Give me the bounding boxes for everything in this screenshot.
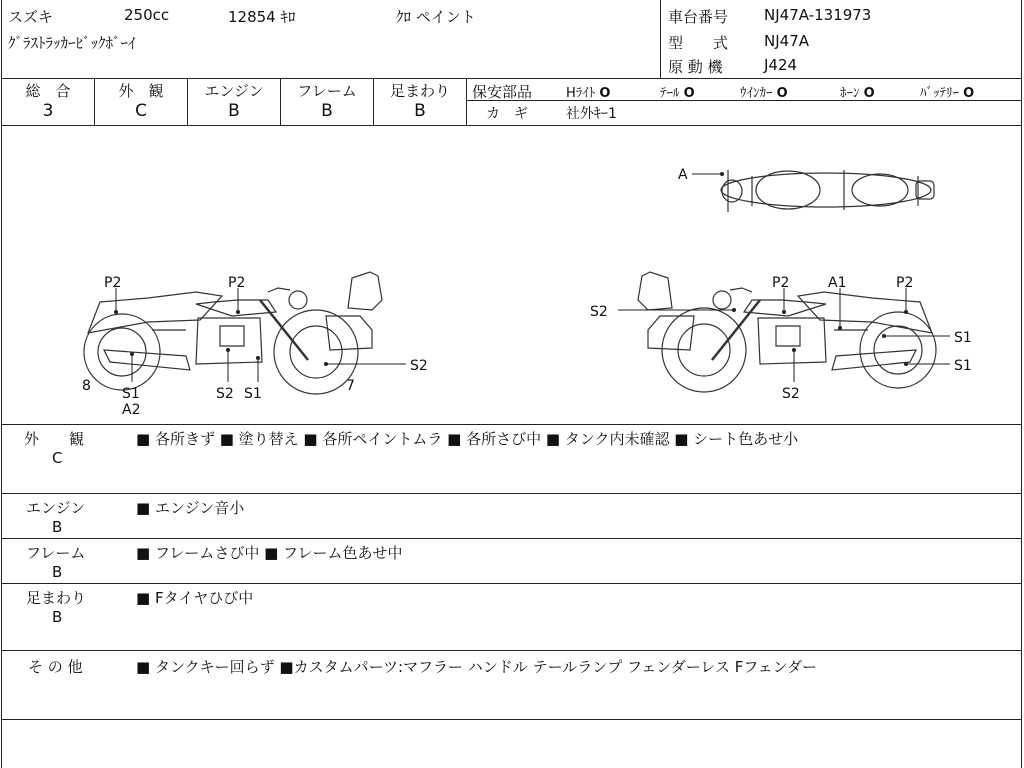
maker: スズキ [8, 8, 54, 26]
divider-sec4 [1, 650, 1022, 651]
engine-label: 原 動 機 [668, 58, 723, 76]
left-label-s2-a: S2 [216, 386, 234, 402]
marker-a [720, 172, 724, 176]
safety-label: 保安部品 [472, 83, 533, 101]
grade-suspension-value: B [414, 101, 426, 121]
grade-total-label: 総 合 [25, 82, 71, 100]
engine-value: J424 [764, 56, 798, 74]
section-frame-label: フレーム [26, 544, 86, 562]
right-label-p2-a: P2 [772, 275, 790, 291]
divider-header [1, 78, 1022, 79]
safety-horn: ﾎｰﾝ O [840, 86, 875, 101]
right-label-s2-b: S2 [782, 386, 800, 402]
section-exterior-text: ■ 各所きず ■ 塗り替え ■ 各所ペイントムラ ■ 各所さび中 ■ タンク内未確認 ■ シート色あせ小 [136, 430, 799, 448]
grade-exterior-label: 外 観 [118, 82, 164, 100]
divider-sec2 [1, 538, 1022, 539]
safety-headlight: Hﾗｲﾄ O [566, 86, 611, 101]
damage-diagram [0, 126, 1022, 423]
grade-engine-value: B [228, 101, 240, 121]
left-label-a2: A2 [122, 402, 141, 418]
left-label-p2-b: P2 [228, 275, 246, 291]
color: ｸﾛ ペイント [396, 8, 476, 26]
section-engine-label: エンジン [26, 499, 86, 517]
grade-exterior-value: C [135, 101, 147, 121]
left-label-s1-b: S1 [244, 386, 262, 402]
displacement: 250cc [124, 6, 170, 24]
divider-header-right [660, 0, 661, 78]
left-label-s1-a: S1 [122, 386, 140, 402]
divider-col5 [466, 78, 467, 125]
right-label-s2-a: S2 [590, 304, 608, 320]
section-engine-grade: B [52, 518, 63, 536]
grade-suspension-label: 足まわり [389, 82, 450, 100]
safety-battery: ﾊﾞｯﾃﾘｰ O [920, 86, 975, 101]
top-view-bike [721, 170, 934, 212]
type-value: NJ47A [764, 32, 809, 50]
section-exterior-grade: C [52, 449, 63, 467]
safety-winker: ｳｲﾝｶｰ O [740, 86, 788, 101]
section-other-label: そ の 他 [28, 658, 83, 676]
frame-no-label: 車台番号 [668, 8, 729, 26]
divider-sec1 [1, 493, 1022, 494]
section-suspension-label: 足まわり [26, 589, 87, 607]
left-label-p2-a: P2 [104, 275, 122, 291]
section-exterior-label: 外 観 [24, 430, 85, 448]
divider-sec5 [1, 719, 1022, 720]
divider-sec3 [1, 583, 1022, 584]
right-label-p2-b: P2 [896, 275, 914, 291]
section-frame-text: ■ フレームさび中 ■ フレーム色あせ中 [136, 544, 403, 562]
safety-taillight: ﾃｰﾙ O [660, 86, 695, 101]
mileage: 12854 ｷﾛ [228, 8, 296, 26]
type-label: 型 式 [668, 34, 729, 52]
label-a: A [678, 167, 688, 183]
section-engine-text: ■ エンジン音小 [136, 499, 245, 517]
divider-diagram [1, 424, 1022, 425]
section-suspension-grade: B [52, 608, 63, 626]
right-label-a1: A1 [828, 275, 847, 291]
section-suspension-text: ■ Fタイヤひび中 [136, 589, 254, 607]
model-name: ｸﾞﾗｽﾄﾗｯｶｰﾋﾞｯｸﾎﾞｰｲ [8, 34, 136, 52]
grade-engine-label: エンジン [204, 82, 264, 100]
left-label-s2-b: S2 [410, 358, 428, 374]
section-other-text: ■ タンクキー回らず ■カスタムパーツ:マフラー ハンドル テールランプ フェンダーレス Fフェンダー [136, 658, 817, 676]
right-leaders [618, 288, 950, 382]
grade-total-value: 3 [42, 101, 54, 121]
section-frame-grade: B [52, 563, 63, 581]
grade-frame-label: フレーム [297, 82, 357, 100]
key-label: カ ギ [486, 106, 528, 122]
right-label-s1-b: S1 [954, 358, 972, 374]
right-label-s1-a: S1 [954, 330, 972, 346]
frame-no: NJ47A-131973 [764, 6, 872, 24]
left-label-7: 7 [346, 378, 355, 394]
left-label-8: 8 [82, 378, 91, 394]
key-value: 社外ｷｰ1 [566, 106, 617, 122]
grade-frame-value: B [321, 101, 333, 121]
